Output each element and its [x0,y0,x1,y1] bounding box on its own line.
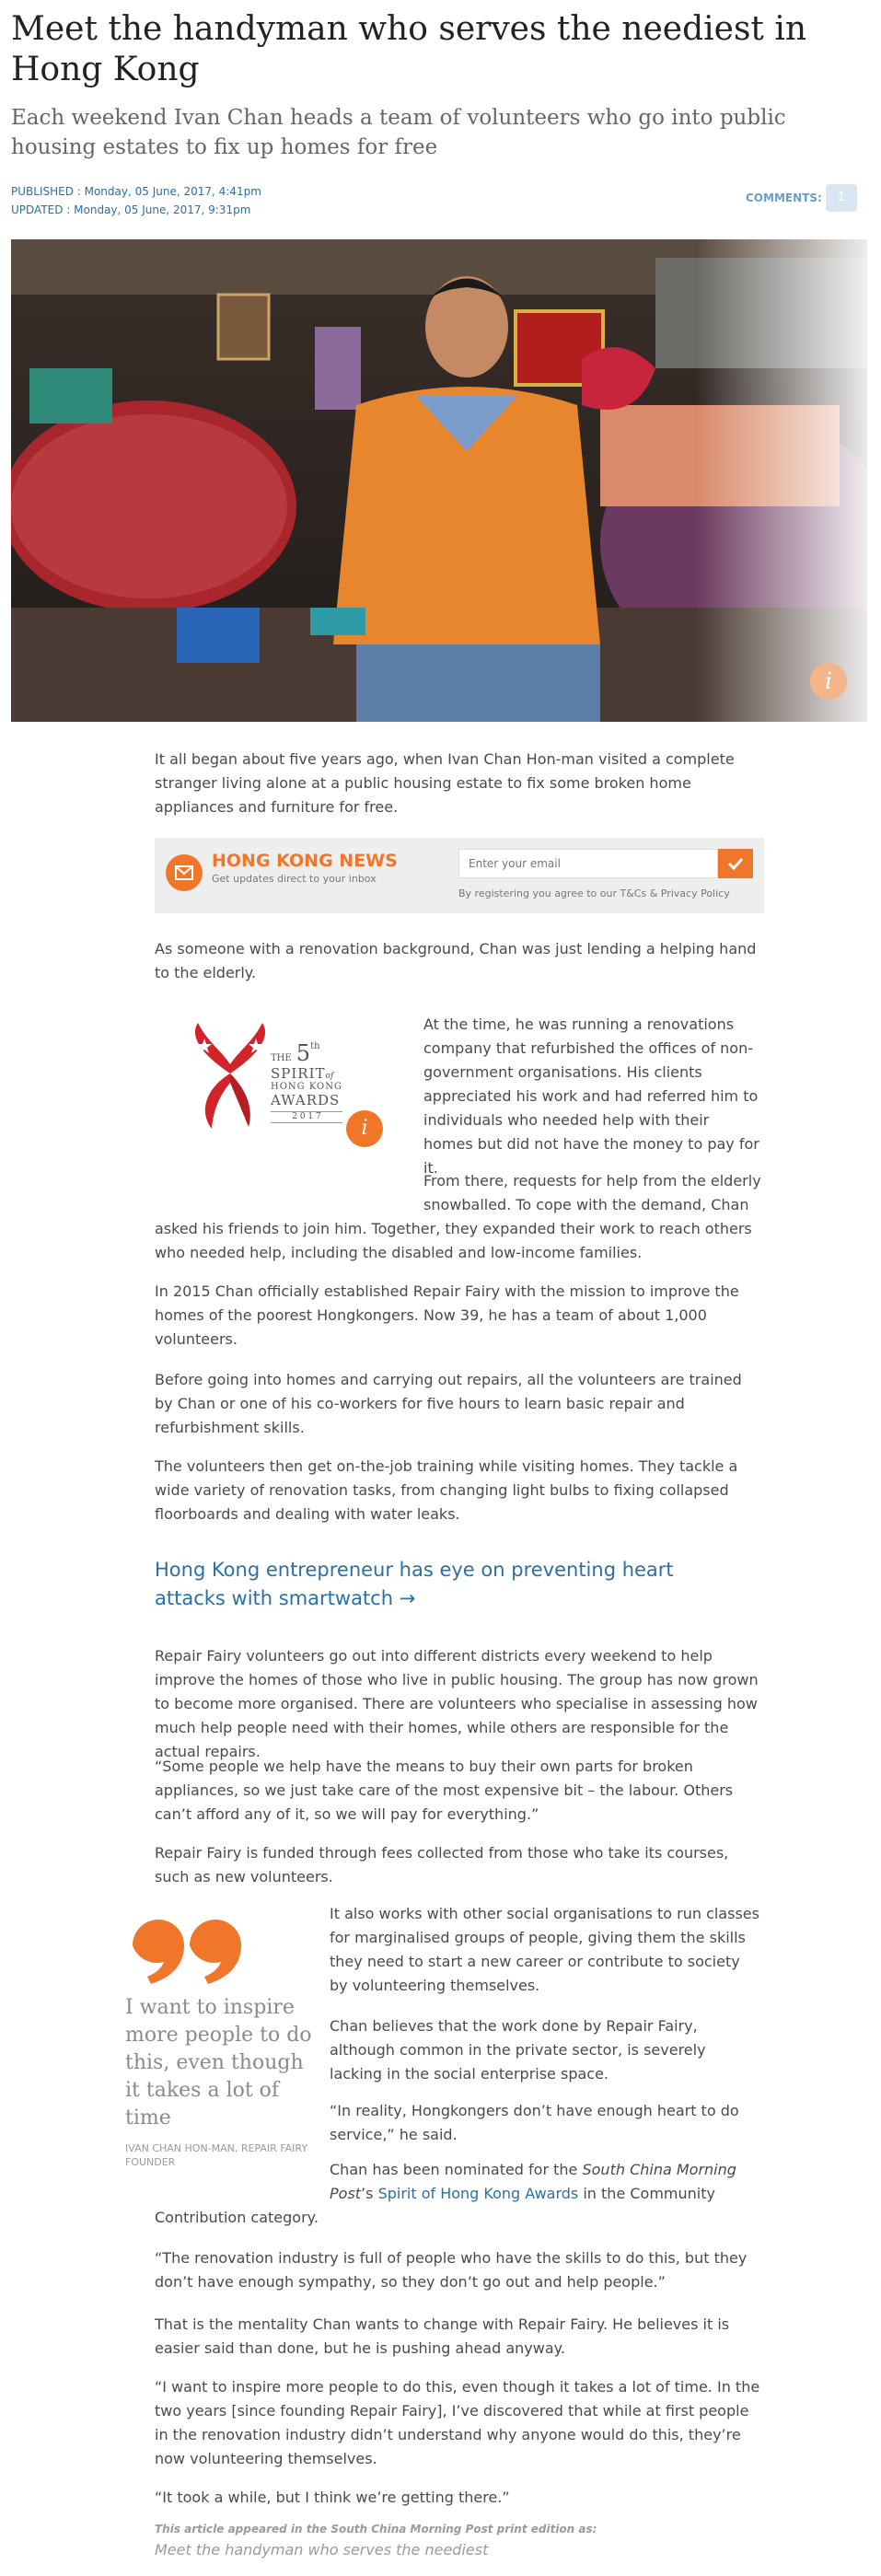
related-article-title: Hong Kong entrepreneur has eye on preventing heart attacks with smartwatch [155,1559,674,1609]
paragraph-15: “The renovation industry is full of people who have the skills to do this, but they don’t have enough sympathy, so they don’t go out and help people.” [155,2249,748,2291]
award-awards: AWARDS [271,1092,341,1108]
award-wordmark [271,1042,342,1123]
paragraph-10: Repair Fairy is funded through fees collected from those who take its courses, such as new volunteers. [155,1844,729,1886]
photo-info-icon[interactable] [810,663,847,700]
paragraph-12: Chan believes that the work done by Repair Fairy, although common in the private sector, is severely lacking in the social enterprise space. [330,2017,706,2083]
newsletter-title: HONG KONG NEWS [212,851,398,871]
newsletter-signup [155,838,764,913]
paragraph-2: As someone with a renovation background, Chan was just lending a helping hand to the elderly. [155,940,757,981]
headline: Meet the handyman who serves the neediest in Hong Kong [11,10,807,88]
info-icon: i [361,1117,368,1140]
info-icon: i [825,668,832,694]
paragraph-9: “Some people we help have the means to buy their own parts for broken appliances, so we just take care of the most expensive bit – the labour. Others can’t afford any of it, so we will pay for everything.” [155,1758,734,1823]
paragraph-6: Before going into homes and carrying out repairs, all the volunteers are trained by Chan or one of his co-workers for five hours to learn basic repair and refurbishment skills. [155,1371,742,1436]
paragraph-7: The volunteers then get on-the-job training while visiting homes. They tackle a wide variety of renovation tasks, from changing light bulbs to fixing collapsed floorboards and dealing with water leaks. [155,1457,738,1523]
paragraph-3: At the time, he was running a renovations company that refurbished the offices of non-government organisations. His clients appreciated his work and had referred him to individuals who needed help with their homes but did not have the money to pay for it. [423,1015,759,1177]
award-spirit: SPIRIT [271,1065,326,1082]
updated-date: UPDATED : Monday, 05 June, 2017, 9:31pm [11,203,251,216]
paragraph-4-cont: asked his friends to join him. Together, they expanded their work to reach others who needed help, including the disabled and low-income families. [155,1220,752,1261]
hero-photo-illustration [11,239,867,722]
paragraph-14 [330,2158,762,2206]
email-submit-button[interactable] [718,849,753,878]
checkmark-icon [718,849,753,878]
paragraph-18: “It took a while, but I think we’re getting there.” [155,2489,510,2506]
paragraph-14-cont: Contribution category. [155,2209,319,2226]
envelope-icon [166,854,203,891]
award-number: 5 [296,1040,311,1066]
print-edition-note: This article appeared in the South China Morning Post print edition as: [155,2523,597,2535]
paragraph-1: It all began about five years ago, when Ivan Chan Hon-man visited a complete stranger living alone at a public housing estate to fix some broken home appliances and furniture for free. [155,750,735,816]
paragraph-5: In 2015 Chan officially established Repair Fairy with the mission to improve the homes of the poorest Hongkongers. Now 39, he has a team of about 1,000 volunteers. [155,1282,739,1348]
paragraph-14-text-a: Chan has been nominated for the [330,2161,583,2178]
publication-name: South China Morning Post [330,2161,736,2202]
paragraph-17: “I want to inspire more people to do this, even though it takes a lot of time. In the two years [since founding Repair Fairy], I’ve discovered that while at first people in the renovation industry didn’t understand why anyone would do this, they’re now volunteering themselves. [155,2378,760,2467]
award-hong-kong: HONG KONG [271,1082,342,1092]
newsletter-subtitle: Get updates direct to your inbox [212,873,377,885]
quote-marks-icon [125,1913,245,1987]
print-edition-title: Meet the handyman who serves the neediest [155,2541,489,2559]
paragraph-13: “In reality, Hongkongers don’t have enough heart to do service,” he said. [330,2102,739,2143]
newsletter-terms: By registering you agree to our T&Cs & Privacy Policy [458,888,730,899]
arrow-right-icon: → [399,1587,416,1609]
hero-photo [11,239,867,722]
pull-quote [125,1913,315,2169]
email-input[interactable] [458,849,718,878]
standfirst: Each weekend Ivan Chan heads a team of volunteers who go into public housing estates to fix up homes for free [11,106,786,159]
article-dates [11,182,261,219]
paragraph-14-text-c: in the Community [578,2185,715,2202]
paragraph-4-start: From there, requests for help from the elderly snowballed. To cope with the demand, Chan [423,1172,761,1213]
comments-label[interactable]: COMMENTS: [746,191,822,204]
spirit-of-hong-kong-awards-logo[interactable] [184,1018,396,1147]
pull-quote-attribution: IVAN CHAN HON-MAN, REPAIR FAIRY FOUNDER [125,2142,308,2168]
award-the: THE [271,1053,292,1063]
paragraph-16: That is the mentality Chan wants to change with Repair Fairy. He believes it is easier said than done, but he is pushing ahead anyway. [155,2315,730,2357]
award-of: of [325,1072,334,1081]
spirit-of-hong-kong-awards-link[interactable]: Spirit of Hong Kong Awards [377,2185,579,2202]
award-number-suffix: th [310,1041,320,1051]
paragraph-14-text-b: ’s [361,2185,378,2202]
paragraph-11: It also works with other social organisations to run classes for marginalised groups of people, giving them the skills they need to start a new career or contribute to society by volunteering themselves. [330,1905,759,1994]
related-article-link[interactable] [155,1556,744,1613]
pull-quote-text: I want to inspire more people to do this, even though it takes a lot of time [125,1996,312,2129]
published-date: PUBLISHED : Monday, 05 June, 2017, 4:41pm [11,185,261,198]
bauhinia-emblem-icon [184,1018,276,1133]
paragraph-8: Repair Fairy volunteers go out into different districts every weekend to help improve the homes of those who live in public housing. The group has now grown to become more organised. There are volunteers who specialise in assessing how much help people need with their homes, while others are responsible for the actual repairs. [155,1647,759,1760]
comments-count-bubble[interactable]: 1 [826,184,857,212]
award-info-button[interactable] [346,1110,383,1147]
award-year: 2 0 1 7 [271,1111,342,1123]
